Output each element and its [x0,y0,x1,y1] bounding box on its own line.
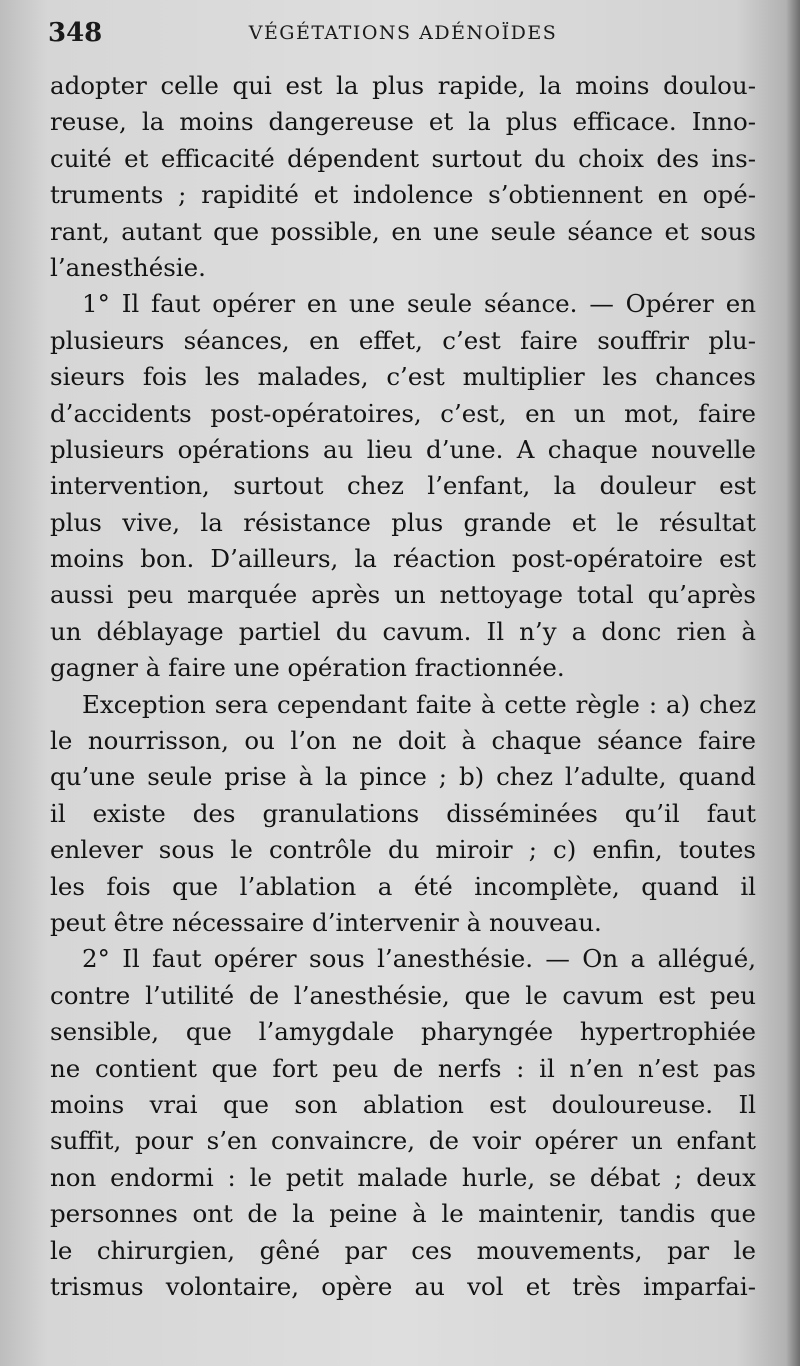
text-line: 2° Il faut opérer sous l’anesthésie. — On a allégué, [82,944,756,974]
text-line: plus vive, la résistance plus grande et le résultat [50,507,756,537]
text-line: 1° Il faut opérer en une seule séance. — Opérer en [82,289,756,319]
text-line: le chirurgien, gêné par ces mouvements, par le [50,1235,756,1265]
page-edge-shadow [786,0,800,1366]
text-line: les fois que l’ablation a été incomplète, quand il [50,871,756,901]
text-line: qu’une seule prise à la pince ; b) chez l’adulte, quand [50,762,756,792]
text-line: un déblayage partiel du cavum. Il n’y a donc rien à [50,616,756,646]
text-line: suffit, pour s’en convaincre, de voir opérer un enfant [50,1126,756,1156]
text-line: plusieurs séances, en effet, c’est faire souffrir plu- [50,325,756,355]
page-header [48,14,758,54]
text-line: peut être nécessaire d’intervenir à nouveau. [50,907,602,937]
text-line: truments ; rapidité et indolence s’obtiennent en opé- [50,180,756,210]
text-line: le nourrisson, ou l’on ne doit à chaque séance faire [50,726,756,756]
text-line: plusieurs opérations au lieu d’une. A chaque nouvelle [50,434,756,464]
text-line: Exception sera cependant faite à cette règle : a) chez [82,689,756,719]
running-title: VÉGÉTATIONS ADÉNOÏDES [248,22,558,44]
text-line: ne contient que fort peu de nerfs : il n’en n’est pas [50,1053,756,1083]
text-line: cuité et efficacité dépendent surtout du choix des ins- [50,143,756,173]
text-line: sensible, que l’amygdale pharyngée hypertrophiée [50,1017,756,1047]
text-line: trismus volontaire, opère au vol et très imparfai- [50,1271,756,1301]
text-line: d’accidents post-opératoires, c’est, en un mot, faire [50,398,756,428]
text-line: sieurs fois les malades, c’est multiplier les chances [50,362,756,392]
text-line: gagner à faire une opération fractionnée. [50,653,565,683]
text-line: enlever sous le contrôle du miroir ; c) enfin, toutes [50,835,756,865]
text-line: aussi peu marquée après un nettoyage total qu’après [50,580,756,610]
text-line: non endormi : le petit malade hurle, se débat ; deux [50,1162,756,1192]
text-line: contre l’utilité de l’anesthésie, que le cavum est peu [50,980,756,1010]
text-line: moins bon. D’ailleurs, la réaction post-opératoire est [50,544,756,574]
text-line: rant, autant que possible, en une seule séance et sous [50,216,756,246]
page-number: 348 [48,18,103,48]
body-text [50,68,756,1305]
text-line: personnes ont de la peine à le maintenir, tandis que [50,1199,756,1229]
text-line: l’anesthésie. [50,252,206,282]
text-line: intervention, surtout chez l’enfant, la douleur est [50,471,756,501]
text-line: il existe des granulations disséminées qu’il faut [50,798,756,828]
text-line: reuse, la moins dangereuse et la plus efficace. Inno- [50,107,756,137]
text-line: moins vrai que son ablation est douloureuse. Il [50,1089,756,1119]
text-line: adopter celle qui est la plus rapide, la moins doulou- [50,71,756,100]
